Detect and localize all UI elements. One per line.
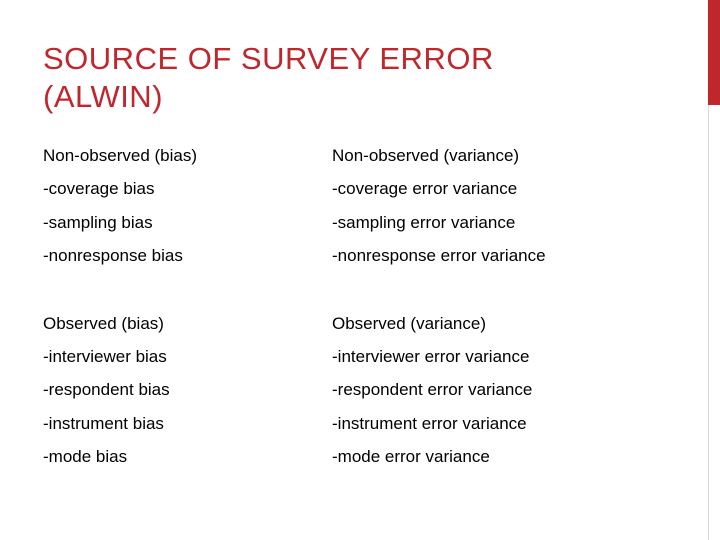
bias-column: [43, 146, 313, 481]
section-gap: [332, 280, 692, 314]
accent-bar: [708, 0, 720, 105]
list-item: -interviewer error variance: [332, 346, 530, 366]
list-item: -respondent error variance: [332, 380, 533, 400]
list-item: -sampling error variance: [332, 212, 516, 232]
list-item: -instrument error variance: [332, 413, 527, 433]
section-gap: [43, 280, 313, 314]
list-item: -mode bias: [43, 447, 128, 467]
side-divider: [708, 105, 709, 540]
list-item: -mode error variance: [332, 447, 490, 467]
title-line-1: SOURCE OF SURVEY ERROR: [43, 41, 494, 76]
non-observed-bias-heading: Non-observed (bias): [43, 146, 198, 165]
list-item: -sampling bias: [43, 212, 153, 232]
title-line-2: (ALWIN): [43, 79, 164, 114]
list-item: -coverage error variance: [332, 179, 518, 199]
list-item: -nonresponse error variance: [332, 246, 546, 266]
list-item: -nonresponse bias: [43, 246, 183, 266]
list-item: -interviewer bias: [43, 346, 167, 366]
list-item: -coverage bias: [43, 179, 155, 199]
slide-title: [43, 40, 663, 116]
non-observed-variance-heading: Non-observed (variance): [332, 146, 520, 165]
variance-column: [332, 146, 692, 481]
list-item: -instrument bias: [43, 413, 164, 433]
observed-variance-heading: Observed (variance): [332, 313, 487, 333]
observed-bias-heading: Observed (bias): [43, 313, 164, 333]
list-item: -respondent bias: [43, 380, 170, 400]
